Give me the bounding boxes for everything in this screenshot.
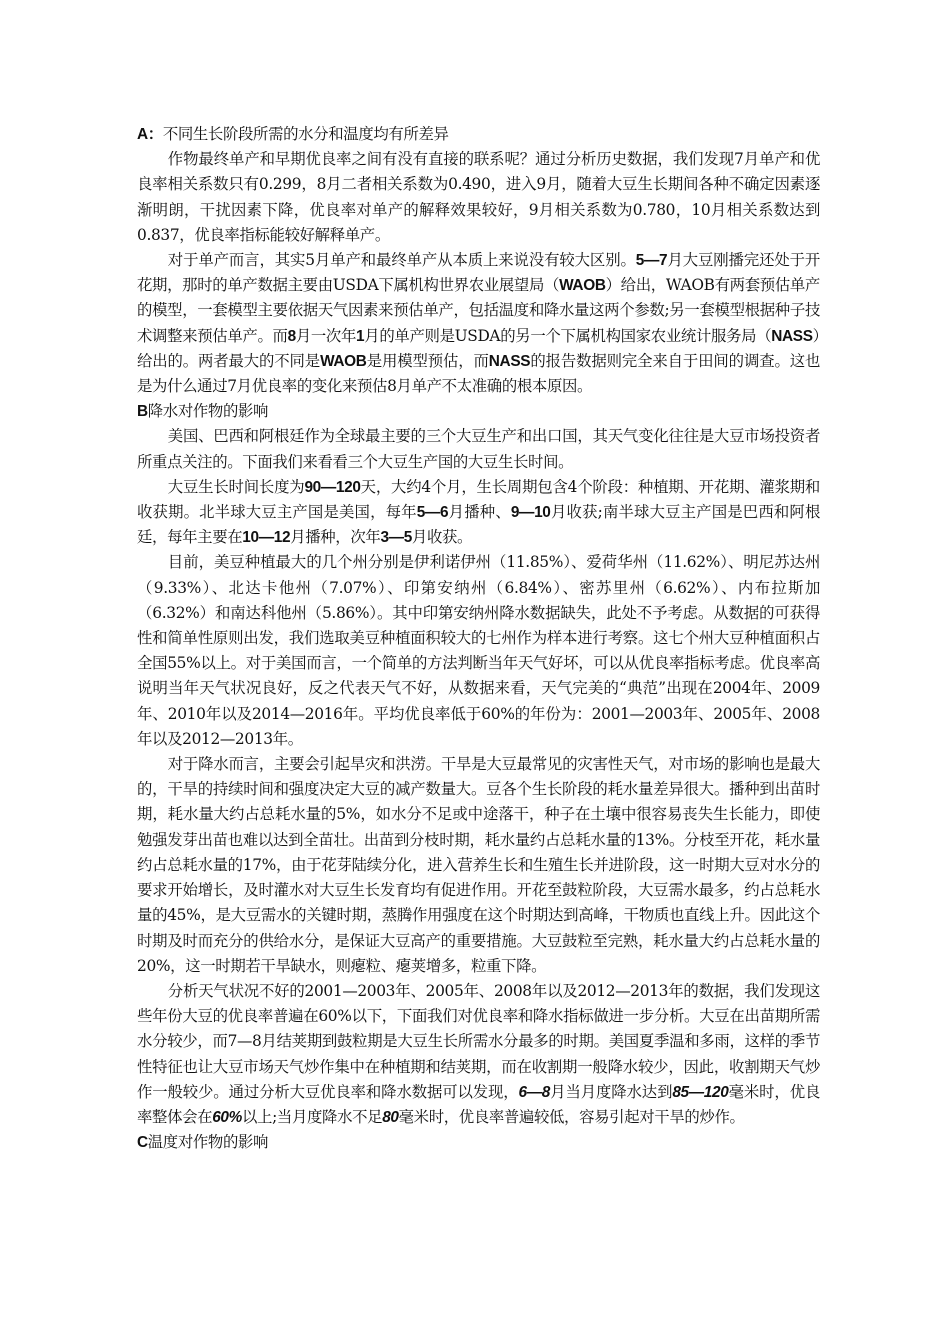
section-b-heading: [137, 399, 820, 424]
section-c-title: 温度对作物的影响: [147, 1133, 269, 1152]
section-b-paragraph-5: 分析天气状况不好的2001—2003年、2005年、2008年以及2012—2013年的数据，我们发现这些年份大豆的优良率普遍在60%以下，下面我们对优良率和降水指标做进一步分析。大豆在出苗期所需水分较少，而7—8月结荚期到鼓粒期是大豆生长所需水分最多的时期。美国夏季温和多雨，这样的季节性特征也让大豆市场天气炒作集中在种植期和结荚期，而在收割期一般降水较少，因此，收割期天气炒作一般较少。通过分析大豆优良率和降水数据可以发现，6—8月当月度降水达到85—120毫米时，优良率整体会在60%以上;当月度降水不足80毫米时，优良率普遍较低，容易引起对干旱的炒作。: [137, 981, 820, 1126]
section-b-paragraph-3: 目前，美豆种植最大的几个州分别是伊利诺伊州（11.85%）、爱荷华州（11.62%）、明尼苏达州（9.33%）、北达卡他州（7.07%）、印第安纳州（6.84%）、密苏里州（6.62%）、内布拉斯加（6.32%）和南达科他州（5.86%）。其中印第安纳州降水数据缺失，此处不予考虑。从数据的可获得性和简单性原则出发，我们选取美豆种植面积较大的七州作为样本进行考察。这七个州大豆种植面积占全国55%以上。对于美国而言，一个简单的方法判断当年天气好坏，可以从优良率指标考虑。优良率高说明当年天气状况良好，反之代表天气不好，从数据来看，天气完美的“典范”出现在2004年、2009年、2010年以及2014—2016年。平均优良率低于60%的年份为：2001—2003年、2005年、2008年以及2012—2013年。: [137, 553, 820, 748]
section-a-label: A：: [137, 126, 163, 143]
section-b-paragraph-1: 美国、巴西和阿根廷作为全球最主要的三个大豆生产和出口国，其天气变化往往是大豆市场投资者所重点关注的。下面我们来看看三个大豆生产国的大豆生长时间。: [137, 427, 820, 471]
section-c-label: C: [137, 1134, 148, 1152]
section-a-paragraph-1: 作物最终单产和早期优良率之间有没有直接的联系呢？通过分析历史数据，我们发现7月单产和优良率相关系数只有0.299，8月二者相关系数为0.490，进入9月，随着大豆生长期间各种不确定因素逐渐明朗，干扰因素下降，优良率对单产的解释效果较好，9月相关系数为0.780，10月相关系数达到0.837，优良率指标能较好解释单产。: [137, 150, 820, 244]
section-a-paragraph-2: 对于单产而言，其实5月单产和最终单产从本质上来说没有较大区别。5—7月大豆刚播完还处于开花期，那时的单产数据主要由USDA下属机构世界农业展望局（WAOB）给出，WAOB有两套预估单产的模型，一套模型主要依据天气因素来预估单产，包括温度和降水量这两个参数;另一套模型根据种子技术调整来预估单产。而8月一次年1月的单产则是USDA的另一个下属机构国家农业统计服务局（NASS）给出的。两者最大的不同是WAOB是用模型预估，而NASS的报告数据则完全来自于田间的调查。这也是为什么通过7月优良率的变化来预估8月单产不太准确的根本原因。: [137, 251, 820, 396]
section-b-label: B: [137, 403, 148, 421]
section-c-heading: [137, 1130, 820, 1155]
section-a-heading: [137, 122, 820, 147]
document-body: [137, 122, 820, 1155]
section-b-paragraph-4: 对于降水而言，主要会引起旱灾和洪涝。干旱是大豆最常见的灾害性天气，对市场的影响也是最大的，干旱的持续时间和强度决定大豆的减产数量大。豆各个生长阶段的耗水量差异很大。播种到出苗时期，耗水量大约占总耗水量的5%，如水分不足或中途落干，种子在土壤中很容易丧失生长能力，即使勉强发芽出苗也难以达到全苗壮。出苗到分枝时期，耗水量约占总耗水量的13%。分枝至开花，耗水量约占总耗水量的17%，由于花芽陆续分化，进入营养生长和生殖生长并进阶段，这一时期大豆对水分的要求开始增长，及时灌水对大豆生长发育均有促进作用。开花至鼓粒阶段，大豆需水最多，约占总耗水量的45%，是大豆需水的关键时期，蒸腾作用强度在这个时期达到高峰，干物质也直线上升。因此这个时期及时而充分的供给水分，是保证大豆高产的重要措施。大豆鼓粒至完熟，耗水量大约占总耗水量的20%，这一时期若干旱缺水，则瘪粒、瘪荚增多，粒重下降。: [137, 755, 820, 975]
section-a-title: 不同生长阶段所需的水分和温度均有所差异: [162, 125, 449, 143]
section-b-title: 降水对作物的影响: [147, 402, 269, 421]
section-b-paragraph-2: 大豆生长时间长度为90—120天，大约4个月，生长周期包含4个阶段：种植期、开花期、灌浆期和收获期。北半球大豆主产国是美国，每年5—6月播种、9—10月收获;南半球大豆主产国是巴西和阿根廷，每年主要在10—12月播种，次年3—5月收获。: [137, 477, 820, 547]
